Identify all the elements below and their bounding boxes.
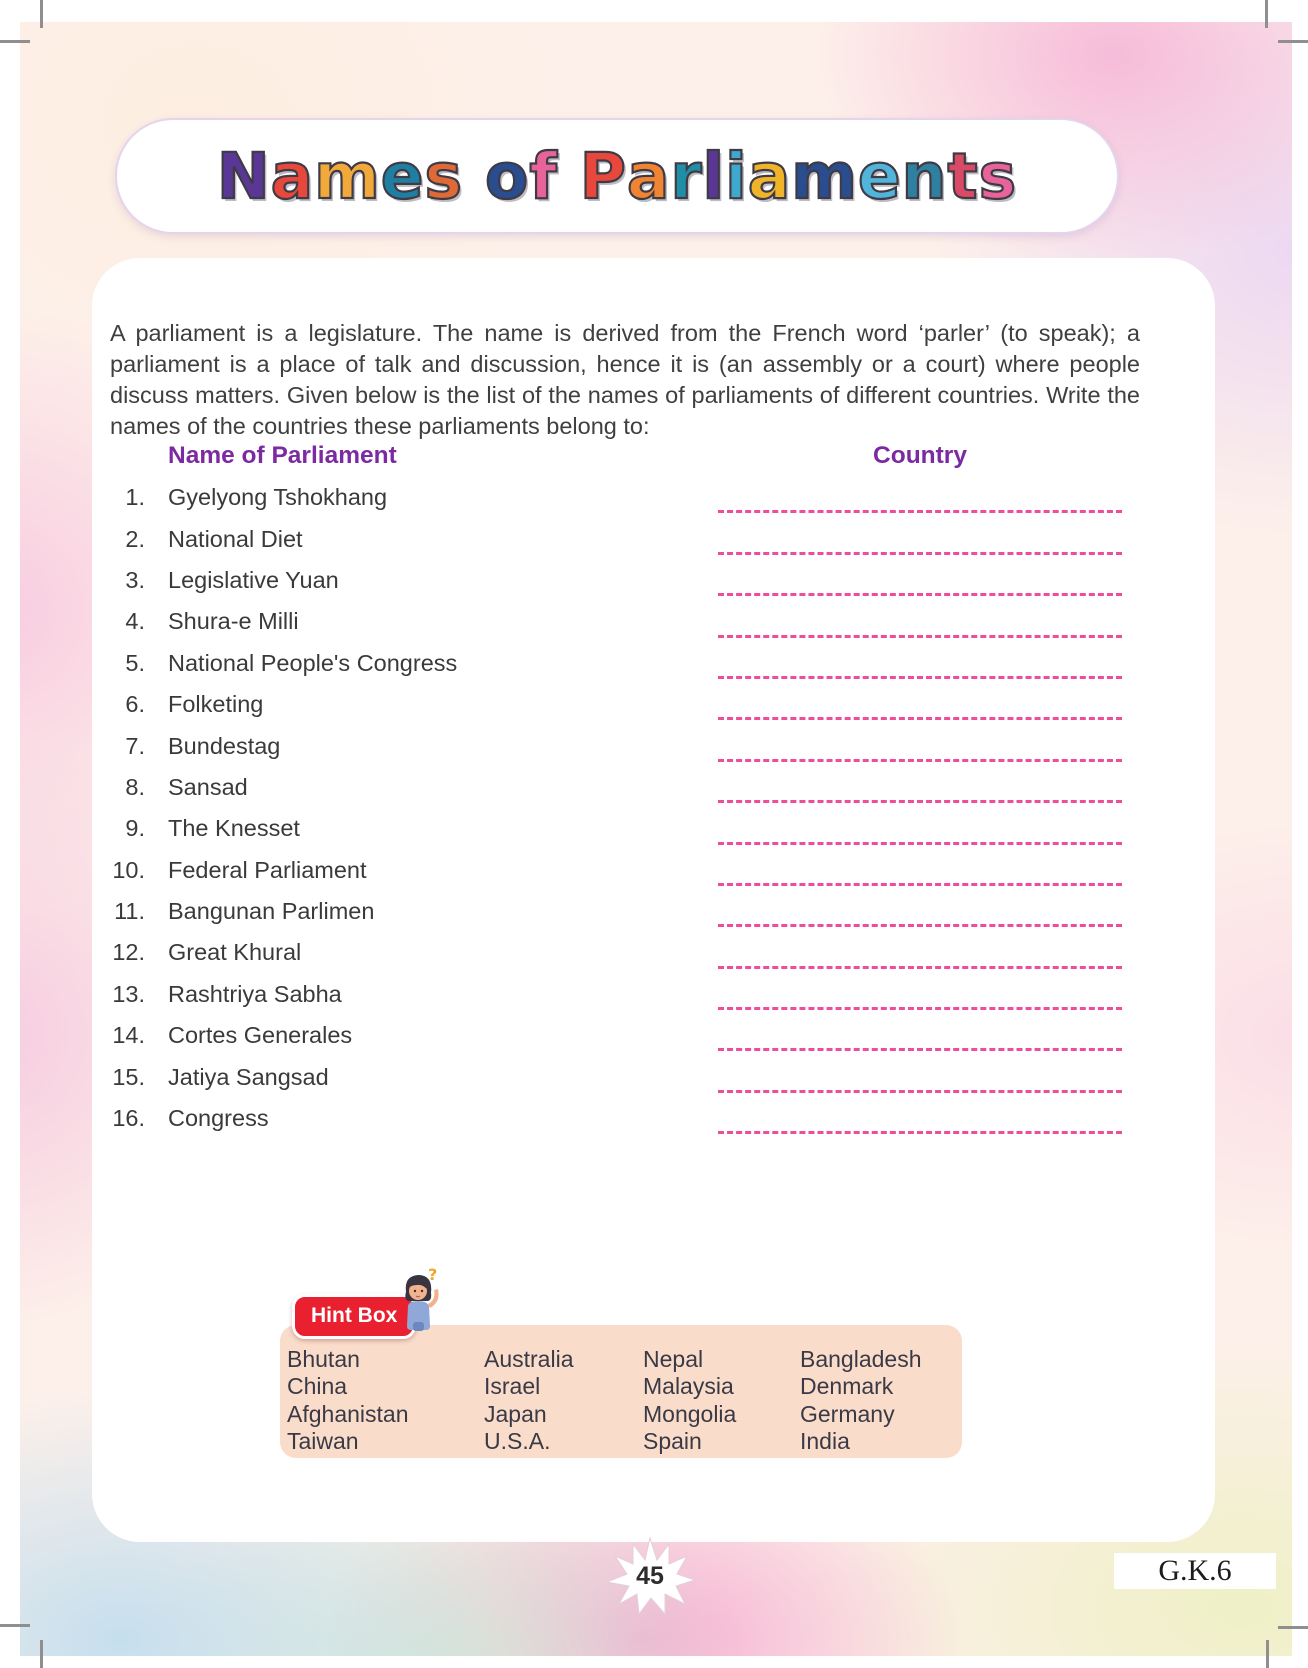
hint-countries: [287, 1346, 922, 1456]
parliament-row: [92, 560, 1152, 601]
hint-country: Japan: [484, 1400, 547, 1427]
hint-country: Nepal: [643, 1346, 704, 1372]
answer-blank: [718, 717, 1122, 720]
hint-country: Bangladesh: [800, 1346, 922, 1372]
title-letter: l: [702, 139, 726, 213]
hint-country: India: [800, 1428, 850, 1455]
parliament-row: [92, 808, 1152, 849]
column-header-parliament: Name of Parliament: [168, 442, 397, 469]
hint-country: Malaysia: [643, 1373, 734, 1400]
crop-mark: [0, 40, 30, 43]
hint-column: [287, 1346, 484, 1456]
hint-country: Taiwan: [287, 1428, 359, 1455]
answer-blank: [718, 1131, 1122, 1134]
title-letter: e: [380, 139, 425, 213]
crop-mark: [40, 0, 43, 28]
title-letter: s: [424, 139, 464, 213]
title-letter: i: [725, 139, 748, 213]
parliament-row: [92, 767, 1152, 808]
content-card: [92, 258, 1215, 1542]
answer-blank: [718, 800, 1122, 803]
parliament-name: National Diet: [168, 525, 303, 552]
parliament-name: Bangunan Parlimen: [168, 898, 375, 925]
parliament-name: Rashtriya Sabha: [168, 980, 342, 1007]
hint-country: Israel: [484, 1373, 541, 1400]
answer-blank: [718, 593, 1122, 596]
parliament-list: [92, 477, 1152, 1139]
parliament-name: Shura-e Milli: [168, 608, 299, 635]
column-header-country: Country: [873, 442, 967, 469]
hint-country: Afghanistan: [287, 1400, 409, 1427]
title-letter: a: [270, 139, 315, 213]
row-number: 14.: [112, 1022, 145, 1049]
title-letter: a: [626, 139, 671, 213]
answer-blank: [718, 1090, 1122, 1093]
answer-blank: [718, 759, 1122, 762]
title-space: [463, 140, 485, 213]
thinking-kid-icon: [392, 1266, 444, 1332]
parliament-row: [92, 518, 1152, 559]
parliament-name: Congress: [168, 1105, 269, 1132]
answer-blank: [718, 966, 1122, 969]
title-letter: o: [485, 139, 530, 213]
crop-mark: [1266, 1640, 1269, 1668]
row-number: 13.: [112, 980, 145, 1007]
row-number: 1.: [125, 484, 145, 511]
hint-column: [484, 1346, 643, 1456]
row-number: 6.: [125, 691, 145, 718]
parliament-row: [92, 1098, 1152, 1139]
row-number: 8.: [125, 773, 145, 800]
title-letter: e: [857, 139, 902, 213]
row-number: 10.: [112, 856, 145, 883]
parliament-name: Cortes Generales: [168, 1022, 353, 1049]
parliament-row: [92, 477, 1152, 518]
title-letter: P: [579, 139, 627, 213]
hint-column: [643, 1346, 800, 1456]
hint-country: Mongolia: [643, 1400, 737, 1427]
parliament-row: [92, 891, 1152, 932]
answer-blank: [718, 552, 1122, 555]
row-number: 11.: [114, 898, 145, 925]
row-number: 3.: [125, 566, 145, 593]
svg-text:?: ?: [428, 1266, 438, 1284]
parliament-row: [92, 725, 1152, 766]
parliament-name: National People's Congress: [168, 649, 458, 676]
row-number: 7.: [125, 732, 145, 759]
hint-box-label: Hint Box: [292, 1294, 416, 1339]
parliament-row: [92, 1015, 1152, 1056]
chapter-title-banner: [115, 118, 1119, 234]
parliament-row: [92, 850, 1152, 891]
book-code: G.K.6: [1114, 1553, 1276, 1589]
parliament-row: [92, 643, 1152, 684]
crop-mark: [1265, 0, 1268, 28]
hint-country: U.S.A.: [484, 1428, 551, 1455]
parliament-name: Great Khural: [168, 939, 302, 966]
title-letter: a: [747, 139, 792, 213]
hint-country: China: [287, 1373, 348, 1400]
parliament-name: Sansad: [168, 773, 248, 800]
parliament-row: [92, 932, 1152, 973]
answer-blank: [718, 676, 1122, 679]
intro-paragraph: A parliament is a legislature. The name is derived from the French word ‘parler’ (to speak); a parliament is a place of talk and discussion, hence it is (an assembly or a court) where people discuss matters. Given below is the list of the names of parliaments of different countries. Write the names of the countries these parliaments belong to:: [110, 319, 1140, 439]
answer-blank: [718, 1007, 1122, 1010]
title-letter: s: [978, 139, 1018, 213]
title-space: [558, 140, 580, 213]
title-letter: n: [901, 139, 948, 213]
answer-blank: [718, 842, 1122, 845]
crop-mark: [0, 1624, 30, 1627]
title-letter: N: [216, 139, 271, 213]
parliament-row: [92, 684, 1152, 725]
title-letter: f: [529, 139, 558, 213]
answer-blank: [718, 510, 1122, 513]
parliament-name: The Knesset: [168, 815, 300, 842]
page-number: 45: [636, 1561, 664, 1590]
answer-blank: [718, 1048, 1122, 1051]
hint-country: Germany: [800, 1400, 895, 1427]
hint-country: Denmark: [800, 1373, 894, 1400]
crop-mark: [1278, 40, 1308, 43]
title-letter: m: [791, 139, 858, 213]
page-title: [217, 140, 1017, 213]
parliament-name: Gyelyong Tshokhang: [168, 484, 388, 511]
parliament-name: Federal Parliament: [168, 856, 367, 883]
hint-country: Bhutan: [287, 1346, 360, 1372]
parliament-name: Legislative Yuan: [168, 566, 339, 593]
parliament-row: [92, 974, 1152, 1015]
parliament-name: Folketing: [168, 691, 264, 718]
row-number: 5.: [125, 649, 145, 676]
row-number: 16.: [112, 1105, 145, 1132]
crop-mark: [40, 1640, 43, 1668]
parliament-name: Bundestag: [168, 732, 281, 759]
page-number-burst: [603, 1536, 697, 1622]
row-number: 2.: [125, 525, 145, 552]
answer-blank: [718, 883, 1122, 886]
row-number: 4.: [125, 608, 145, 635]
hint-country: Australia: [484, 1346, 574, 1372]
row-number: 9.: [125, 815, 145, 842]
hint-column: [800, 1346, 922, 1456]
parliament-row: [92, 1056, 1152, 1097]
answer-blank: [718, 924, 1122, 927]
title-letter: m: [314, 139, 381, 213]
row-number: 12.: [112, 939, 145, 966]
answer-blank: [718, 635, 1122, 638]
crop-mark: [1278, 1626, 1308, 1629]
parliament-row: [92, 601, 1152, 642]
title-letter: t: [947, 139, 979, 213]
hint-country: Spain: [643, 1428, 702, 1455]
title-letter: r: [670, 139, 703, 213]
row-number: 15.: [112, 1063, 145, 1090]
parliament-name: Jatiya Sangsad: [168, 1063, 329, 1090]
